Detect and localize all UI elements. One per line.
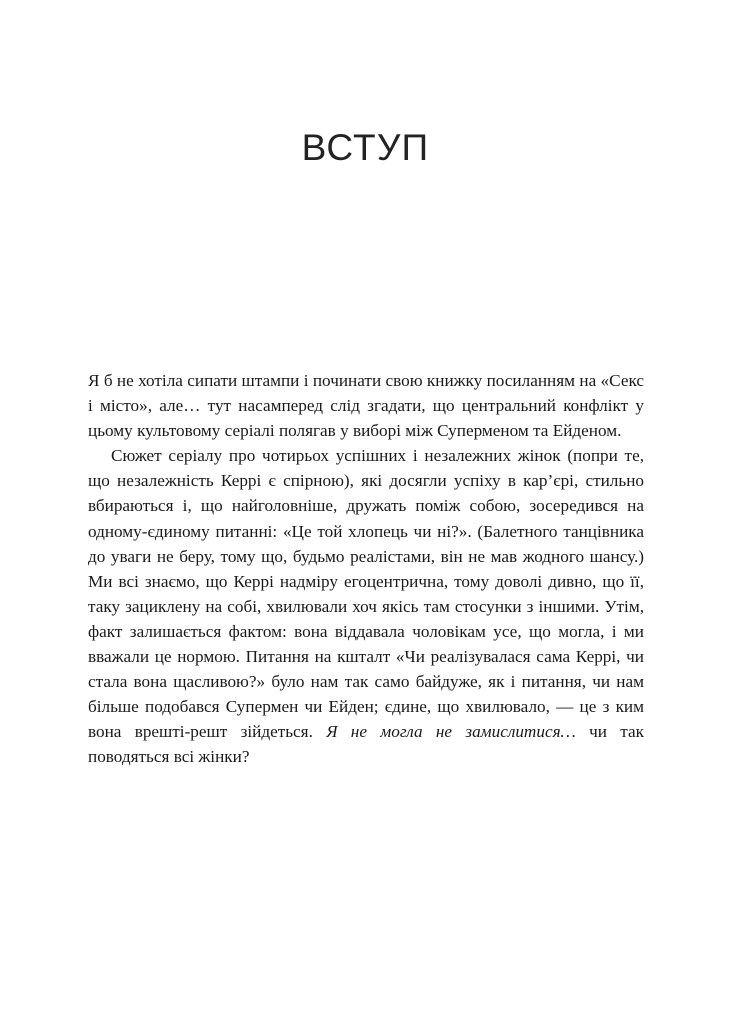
paragraph-2-text-before-emphasis: Сюжет серіалу про чотирьох успішних і незалежних жінок (попри те, що незалежність Керрі є спірною), які досягли успіху в кар’єрі, стильно вбираються і, що найголовніше, дружать поміж собою, зосередився на одному-єдиному питанні: «Це той хлопець чи ні?». (Балетного танцівника до уваги не беру, тому що, будьмо реалістами, він не мав жодного шансу.) Ми всі знаємо, що Керрі надміру егоцентрична, тому доволі дивно, що її, таку зациклену на собі, хвилювали хоч якісь там стосунки з іншими. Утім, факт залишається фактом: вона віддавала чоловікам усе, що могла, і ми вважали це нормою. Питання на кшталт «Чи реалізувалася сама Керрі, чи стала вона щасливою?» було нам так само байдуже, як і питання, чи нам більше подобався Супермен чи Ейден; єдине, що хвилювало, — це з ким вона врешті-решт зійдеться.: [88, 446, 644, 742]
paragraph-2: [88, 443, 644, 769]
page-title: ВСТУП: [301, 127, 430, 168]
paragraph-1: Я б не хотіла сипати штампи і починати свою книжку посиланням на «Секс і місто», але… тут насамперед слід згадати, що центральний конфлікт у цьому культовому серіалі полягав у виборі між Суперменом та Ейденом.: [88, 371, 644, 441]
paragraph-2-text-after-emphasis: чи так поводяться всі жінки?: [88, 722, 644, 767]
body-text-block: [88, 368, 644, 770]
paragraph-2-emphasis: Я не могла не замислитися…: [326, 722, 576, 742]
